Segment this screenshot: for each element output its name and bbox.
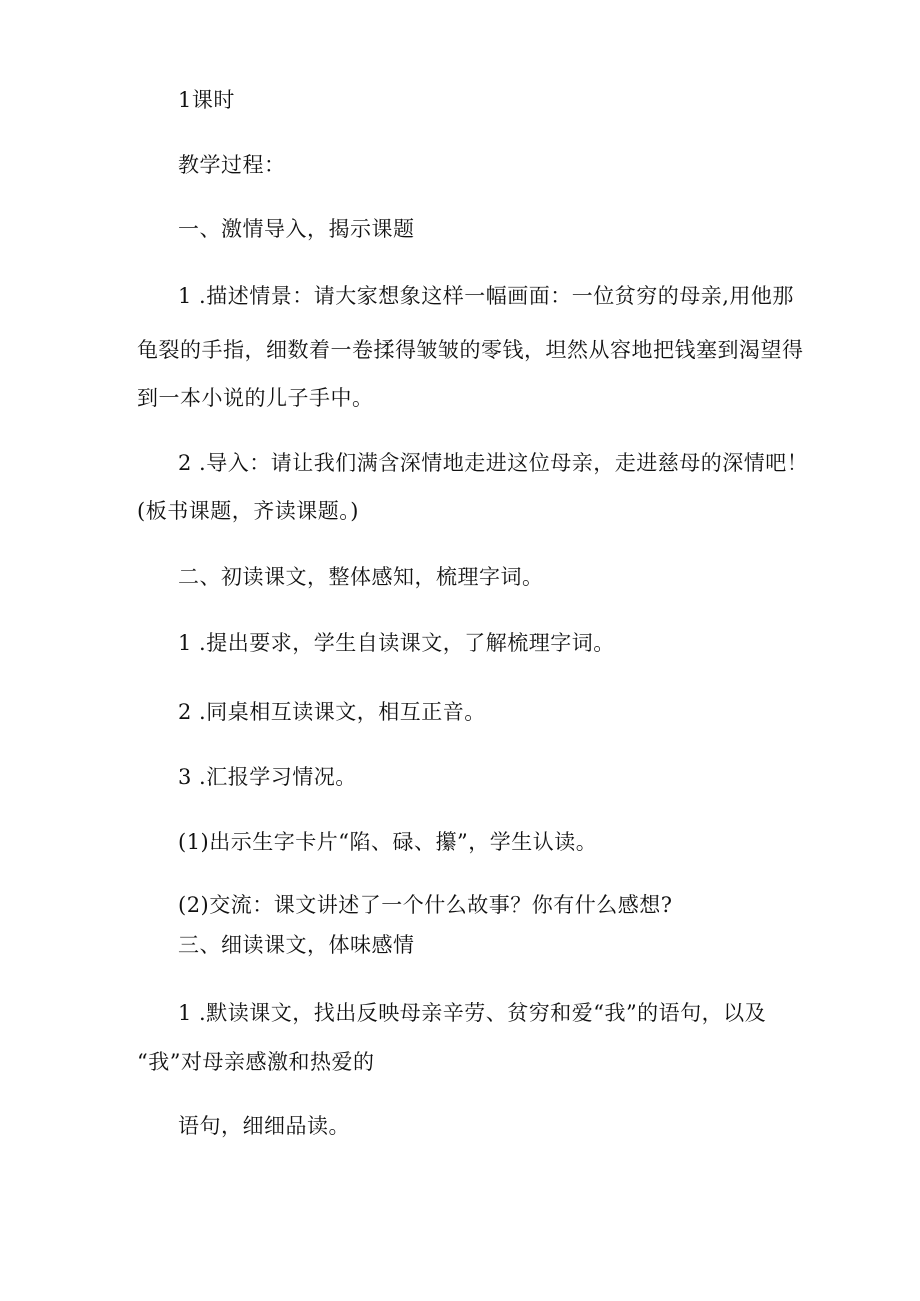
paragraph-3-line-2: “我”对母亲感激和热爱的 [137,1050,375,1074]
paragraph-1-line-2: 龟裂的手指，细数着一卷揉得皱皱的零钱，坦然从容地把钱塞到渴望得 [137,338,804,362]
paragraph-3-line-3: 语句，细细品读。 [178,1114,350,1138]
teaching-process-heading: 教学过程： [178,153,286,177]
paragraph-2-line-2: (板书课题，齐读课题。) [137,499,359,523]
list-item: 2 .同桌相互读课文，相互正音。 [178,700,486,724]
section-heading-2: 二、初读课文，整体感知，梳理字词。 [178,565,544,589]
sub-list-item: (2)交流：课文讲述了一个什么故事？你有什么感想? [178,893,673,917]
section-heading-1: 一、激情导入，揭示课题 [178,217,415,241]
paragraph-2-line-1: 2 .导入：请让我们满含深情地走进这位母亲，走进慈母的深情吧！ [178,451,809,475]
list-item: 1 .提出要求，学生自读课文，了解梳理字词。 [178,631,615,655]
paragraph-1-line-1: 1 .描述情景：请大家想象这样一幅画面：一位贫穷的母亲,用他那 [178,284,794,308]
sub-list-item: (1)出示生字卡片“陷、碌、攥”，学生认读。 [178,830,598,854]
list-item: 3 .汇报学习情况。 [178,765,357,789]
paragraph-1-line-3: 到一本小说的儿子手中。 [137,386,374,410]
lesson-duration: 1课时 [178,88,235,112]
section-heading-3: 三、细读课文，体味感情 [178,933,415,957]
paragraph-3-line-1: 1 .默读课文，找出反映母亲辛劳、贫穷和爱“我”的语句，以及 [178,1001,767,1025]
